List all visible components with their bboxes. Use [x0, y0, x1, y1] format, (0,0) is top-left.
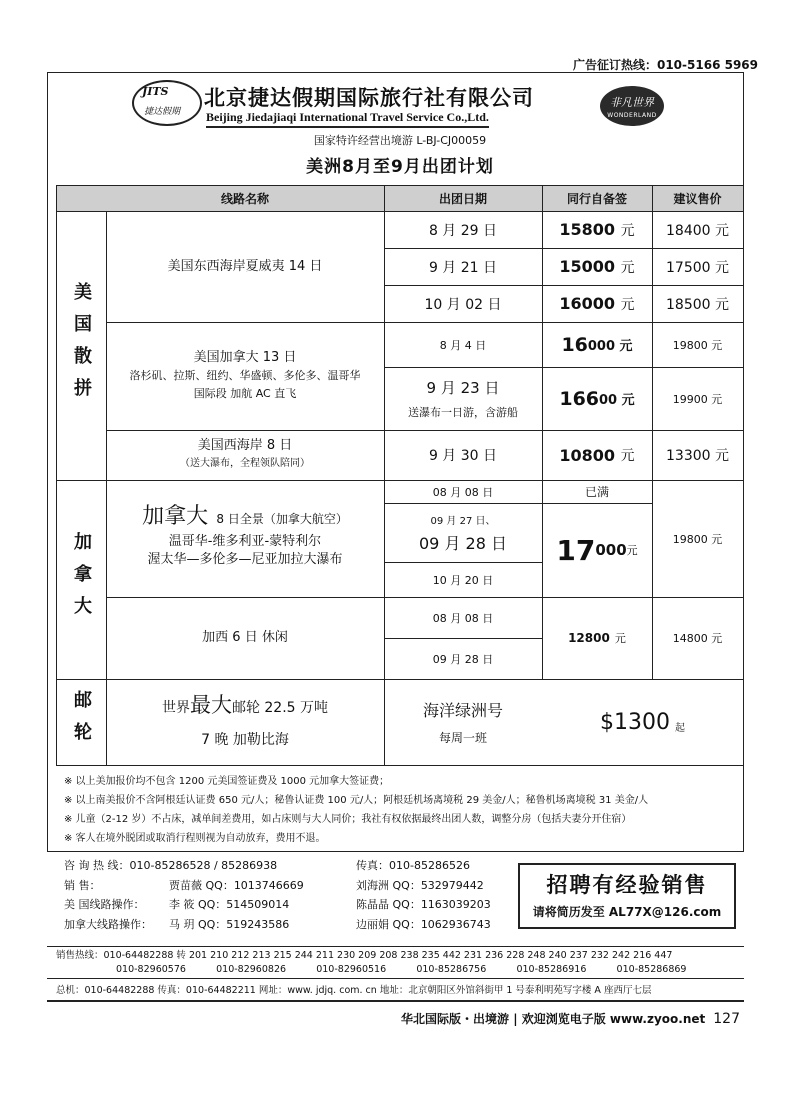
grid-line — [56, 765, 744, 766]
page-footer — [401, 1010, 740, 1027]
hotline-label: 咨 询 热 线： — [64, 859, 130, 872]
category-canada: 加拿大 — [71, 531, 92, 628]
sales-line: 010-82960576 010-82960826 010-82960516 010-85286756 010-85286916 010-85286869 — [116, 964, 687, 975]
peer-price-small: 000 元 — [587, 339, 633, 354]
contact-block — [64, 856, 491, 934]
header-suggested-price: 建议售价 — [673, 192, 722, 206]
cruise-frequency: 每周一班 — [438, 731, 487, 745]
suggested-price-cell: 18500 元 — [666, 296, 729, 313]
notes — [64, 772, 648, 848]
suggested-price-cell: 19900 元 — [672, 392, 723, 406]
peer-price-cell — [542, 367, 652, 430]
contact-person: 刘海洲 QQ：532979442 — [356, 878, 484, 892]
cruise-ship: 海洋绿洲号 — [422, 701, 503, 720]
company-name-cn: 北京捷达假期国际旅行社有限公司 — [204, 85, 534, 110]
cruise-l1-big: 最大 — [189, 692, 232, 717]
company-logo — [132, 80, 202, 126]
date-cell — [384, 367, 542, 430]
peer-price-big: 17 — [556, 533, 596, 567]
contact-label — [64, 856, 286, 876]
note-item: ※ 客人在境外脱团或取消行程则视为自动放弃，费用不退。 — [64, 833, 326, 844]
route-title: 美国西海岸 8 日 — [197, 438, 293, 453]
contact-person: 李 筱 QQ：514509014 — [169, 898, 290, 911]
date-cell — [384, 503, 542, 562]
route-canada — [106, 480, 384, 597]
cruise-l1-post: 邮轮 22.5 万吨 — [231, 699, 329, 716]
cruise-ship-cell — [384, 679, 542, 765]
peer-price-value: 15000 — [559, 257, 616, 276]
section-divider — [47, 978, 744, 979]
peer-price-small: 00 元 — [599, 393, 635, 408]
category-us: 美国散拼 — [71, 281, 92, 410]
route-line1: 温哥华-维多利亚-蒙特利尔 — [168, 534, 322, 549]
footer-info: 总机：010-64482288 传真：010-64482211 网址：www. jdjq. com. cn 地址：北京朝阳区外馆斜街甲 1 号泰利明苑写字楼 A 座西厅七层 — [56, 985, 652, 996]
contact-label: 销 售： — [64, 878, 101, 892]
contact-label: 美 国线路操作： — [64, 898, 145, 911]
peer-price-cell — [542, 211, 652, 248]
section-divider — [56, 851, 744, 852]
license-number: 国家特许经营出境游 L-BJ-CJ00059 — [313, 134, 487, 147]
peer-price-cell — [542, 285, 652, 322]
date-cell: 8 月 4 日 — [439, 338, 487, 352]
recruit-email: 请将简历发至 AL77X@126.com — [532, 905, 722, 919]
badge-cn: 非凡世界 — [610, 96, 654, 109]
cruise-price: $1300 — [599, 709, 670, 735]
plan-title: 美洲8月至9月出团计划 — [306, 157, 494, 177]
logo-text: JITS — [142, 85, 169, 98]
suggested-price-cell: 17500 元 — [666, 259, 729, 276]
sales-hotline — [56, 949, 686, 977]
date-cell: 10 月 20 日 — [432, 573, 494, 587]
wonderland-badge — [600, 86, 664, 126]
peer-price-small: 000 — [595, 541, 627, 559]
route-us-west — [106, 430, 384, 480]
note-item: ※ 以上美加报价均不包含 1200 元美国签证费及 1000 元加拿大签证费； — [64, 776, 390, 787]
bottom-rule — [47, 1000, 744, 1002]
recruit-title: 招聘有经验销售 — [546, 873, 708, 897]
page-number: 127 — [713, 1011, 740, 1027]
route-title: 美国加拿大 13 日 — [193, 350, 297, 365]
date-note: 送瀑布一日游，含游船 — [408, 406, 518, 419]
route-flight: 国际段 加航 AC 直飞 — [193, 387, 297, 400]
peer-price-unit: 元 — [614, 632, 626, 645]
peer-price-value: 15800 — [559, 220, 616, 239]
category-cruise: 邮轮 — [71, 690, 92, 754]
date-cell: 8 月 29 日 — [428, 222, 498, 239]
peer-price-cell — [542, 322, 652, 367]
peer-price-value: 16000 — [559, 294, 616, 313]
fax: 传真：010-85286526 — [356, 859, 470, 872]
contact-person: 边丽娟 QQ：1062936743 — [356, 917, 491, 931]
peer-price-unit: 元 — [620, 259, 635, 276]
date-value: 09 月 27 日、 — [430, 515, 496, 527]
peer-price-big: 16 — [561, 333, 588, 356]
peer-price-unit: 元 — [626, 544, 638, 557]
cruise-line1 — [162, 689, 328, 724]
cruise-line2: 7 晚 加勒比海 — [201, 731, 289, 748]
date-cell: 9 月 21 日 — [428, 259, 498, 276]
suggested-price-cell: 19800 元 — [672, 532, 723, 546]
sales-line: 销售热线：010-64482288 转 201 210 212 213 215 244 211 230 209 208 238 235 442 231 236 228 248 240 237 232 242 216 447 — [56, 950, 673, 961]
route-us-canada — [106, 322, 384, 430]
peer-price-value: 12800 — [568, 631, 610, 645]
badge-en: WONDERLAND — [607, 112, 657, 119]
date-cell: 9 月 30 日 — [428, 448, 498, 464]
peer-price-unit: 元 — [620, 222, 635, 239]
date-cell: 09 月 28 日 — [432, 652, 494, 666]
suggested-price-cell: 19800 元 — [672, 338, 723, 352]
grid-line — [743, 185, 744, 766]
hotline-value: 010-85286528 / 85286938 — [129, 859, 278, 872]
cruise-price-cell — [542, 679, 743, 765]
date-cell: 08 月 08 日 — [432, 485, 494, 499]
note-item: ※ 以上南美报价不含阿根廷认证费 650 元/人；秘鲁认证费 100 元/人；阿根廷机场离境税 29 美金/人；秘鲁机场离境税 31 美金/人 — [64, 795, 649, 806]
contact-person: 陈晶晶 QQ：1163039203 — [356, 898, 491, 911]
note-item: ※ 儿童（2-12 岁）不占床，减单间差费用，如占床则与大人同价；我社有权依据最终出团人数，调整分房（包括夫妻分开住宿） — [64, 814, 632, 825]
date-value: 9 月 23 日 — [426, 379, 500, 397]
cruise-price-suffix: 起 — [675, 722, 686, 734]
suggested-price-cell: 13300 元 — [666, 448, 729, 464]
ad-hotline: 广告征订热线：010-5166 5969 — [572, 58, 758, 72]
peer-price-cell — [542, 503, 652, 597]
status-full: 已满 — [584, 485, 609, 499]
peer-price-cell — [542, 597, 652, 679]
peer-price-big: 166 — [559, 387, 600, 410]
page-footer-text: 华北国际版・出境游 | 欢迎浏览电子版 www.zyoo.net — [401, 1012, 706, 1026]
peer-price-cell — [542, 430, 652, 480]
peer-price-unit: 元 — [620, 296, 635, 313]
route-us-east: 美国东西海岸夏威夷 14 日 — [167, 258, 323, 274]
company-name-en: Beijing Jiedajiaqi International Travel Service Co.,Ltd. — [206, 110, 489, 128]
recruitment-box — [518, 863, 736, 929]
section-divider — [47, 946, 744, 947]
header-route: 线路名称 — [220, 192, 269, 206]
cruise-l1-pre: 世界 — [161, 699, 190, 716]
contact-label: 加拿大线路操作： — [64, 917, 152, 931]
date-value: 09 月 28 日 — [419, 533, 507, 553]
route-note: （送大瀑布，全程领队陪同） — [180, 458, 310, 469]
route-cities: 洛杉矶、拉斯、纽约、华盛顿、多伦多、温哥华 — [129, 369, 361, 382]
route-cruise — [106, 679, 384, 765]
peer-price-cell — [542, 248, 652, 285]
contact-person: 贾苗薇 QQ：1013746669 — [169, 878, 304, 892]
route-line2: 渥太华—多伦多—尼亚加拉大瀑布 — [147, 552, 343, 567]
logo-sub: 捷达假期 — [144, 107, 181, 117]
header-date: 出团日期 — [438, 192, 487, 206]
route-title-rest: 8 日全景（加拿大航空） — [216, 512, 348, 526]
route-title — [142, 504, 348, 529]
suggested-price-cell: 14800 元 — [672, 632, 723, 645]
date-cell: 10 月 02 日 — [424, 296, 502, 313]
route-title-big: 加拿大 — [142, 504, 209, 529]
peer-price-value: 10800 — [559, 445, 616, 465]
peer-price-unit: 元 — [620, 448, 635, 464]
header-peer-price: 同行自备签 — [566, 192, 627, 206]
contact-person: 马 玥 QQ：519243586 — [169, 917, 290, 931]
route-west-canada: 加西 6 日 休闲 — [202, 630, 288, 645]
date-cell: 08 月 08 日 — [432, 611, 494, 625]
suggested-price-cell: 18400 元 — [666, 222, 729, 239]
